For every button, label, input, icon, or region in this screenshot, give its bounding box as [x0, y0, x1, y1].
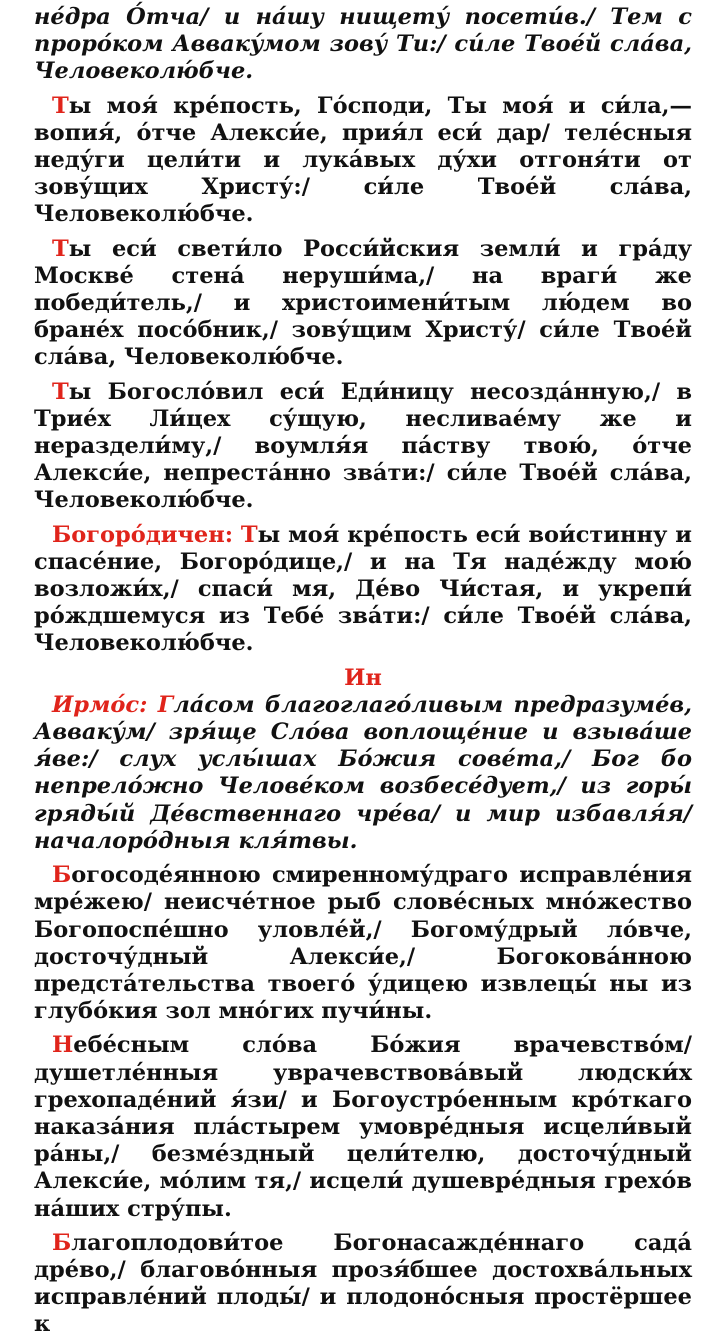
paragraph-text: лагоплодови́тое Богонасажде́ннаго сада́ дре́во,/ благово́нныя прозя́бшее достохва́льных исправле́ний плоды́/ и плодоно́сныя простёршее к — [34, 1229, 692, 1338]
paragraph-text: огосоде́янною смиренному́драго исправле́ния мре́жею/ неисче́тное рыб слове́сных мно́жество Богопоспе́шно уловле́й,/ Богому́дрый ло́вче, досточу́дный Алекси́е,/ Богокова́нною предста́тельства твоего́ у́дицею извлецы́ ны из глубо́кия зол мно́гих пучи́ны. — [34, 862, 692, 1025]
red-initial-letter: Б — [52, 862, 72, 889]
red-initial-letter: Н — [52, 1032, 74, 1059]
troparion-paragraph — [34, 379, 692, 515]
section-heading: Ин — [344, 664, 382, 691]
paragraph-text: не́дра О́тча/ и на́шу нищету́ посети́в./ Тем с проро́ком Аввакýмом зову́ Ти:/ си́ле Твое́й сла́ва, Человеколю́бче. — [34, 4, 692, 85]
irmos-paragraph — [34, 692, 692, 855]
troparion-paragraph — [34, 862, 692, 1025]
paragraph-text: ы Богосло́вил еси́ Еди́ницу несозда́нную,/ в Трие́х Ли́цех су́щую, несливае́му же и нераздели́му,/ воумля́я па́ству твою́, о́тче Алекси́е, непреста́нно зва́ти:/ си́ле Твое́й сла́ва, Человеколю́бче. — [34, 378, 692, 514]
rubric-label: Ирмо́с: — [52, 691, 158, 718]
paragraph-text: ы моя́ кре́пость, Го́споди, Ты моя́ и си́ла,— вопия́, о́тче Алекси́е, прия́л еси́ дар/ теле́сныя неду́ги цели́ти и лука́вых ду́хи отгоня́ти от зову́щих Христу́:/ си́ле Твое́й сла́ва, Человеколю́бче. — [34, 92, 692, 228]
troparion-paragraph — [34, 236, 692, 372]
red-initial-letter: Т — [52, 235, 69, 262]
red-initial-letter: Г — [157, 691, 174, 718]
paragraph-text: ы еси́ свети́ло Росси́йския земли́ и гра́ду Москве́ стена́ неруши́ма,/ на враги́ же победи́тель,/ и христоимени́тым лю́дем во бране́х посо́бник,/ зову́щим Христу́/ си́ле Твое́й сла́ва, Человеколю́бче. — [34, 235, 692, 371]
red-initial-letter: Т — [52, 378, 69, 405]
theotokion-paragraph — [34, 522, 692, 658]
text-paragraph-continuation — [34, 4, 692, 86]
rubric-label: Богоро́дичен: — [52, 521, 241, 548]
paragraph-text: ла́сом благоглаго́ливым предразуме́в, Авваку́м/ зря́ще Сло́ва воплоще́ние и взыва́ше я́ве:/ слух услы́шах Бо́жия сове́та,/ Бог бо непрело́жно Челове́ком возбесе́дует,/ из горы́ гряды́й Де́вственнаго чре́ва/ и мир избавля́я/ началоро́дныя кля́твы. — [34, 691, 692, 854]
red-initial-letter: Б — [52, 1229, 72, 1256]
red-initial-letter: Т — [240, 521, 258, 548]
troparion-paragraph — [34, 93, 692, 229]
paragraph-text: ебе́сным сло́ва Бо́жия врачевство́м/ душетле́нныя уврачевствова́вый людски́х грехопаде́ний я́зи/ и Богоустро́енным кро́ткаго наказа́ния пла́стырем умовре́дныя исцели́вый ра́ны,/ безме́здный цели́телю, досточу́дный Алекси́е, мо́лим тя,/ исцели́ душевре́дныя грехо́в на́ших стру́пы. — [34, 1032, 692, 1222]
troparion-paragraph — [34, 1032, 692, 1222]
troparion-paragraph — [34, 1230, 692, 1339]
red-initial-letter: Т — [52, 92, 69, 119]
paragraph-text: ы моя́ кре́пость еси́ вои́стинну и спасе́ние, Богоро́дице,/ и на Тя наде́жду мою́ возложи́х,/ спаси́ мя, Де́во Чи́стая, и укрепи́ ро́ждшемуся из Тебе́ зва́ти:/ си́ле Твое́й сла́ва, Человеколю́бче. — [34, 521, 692, 657]
